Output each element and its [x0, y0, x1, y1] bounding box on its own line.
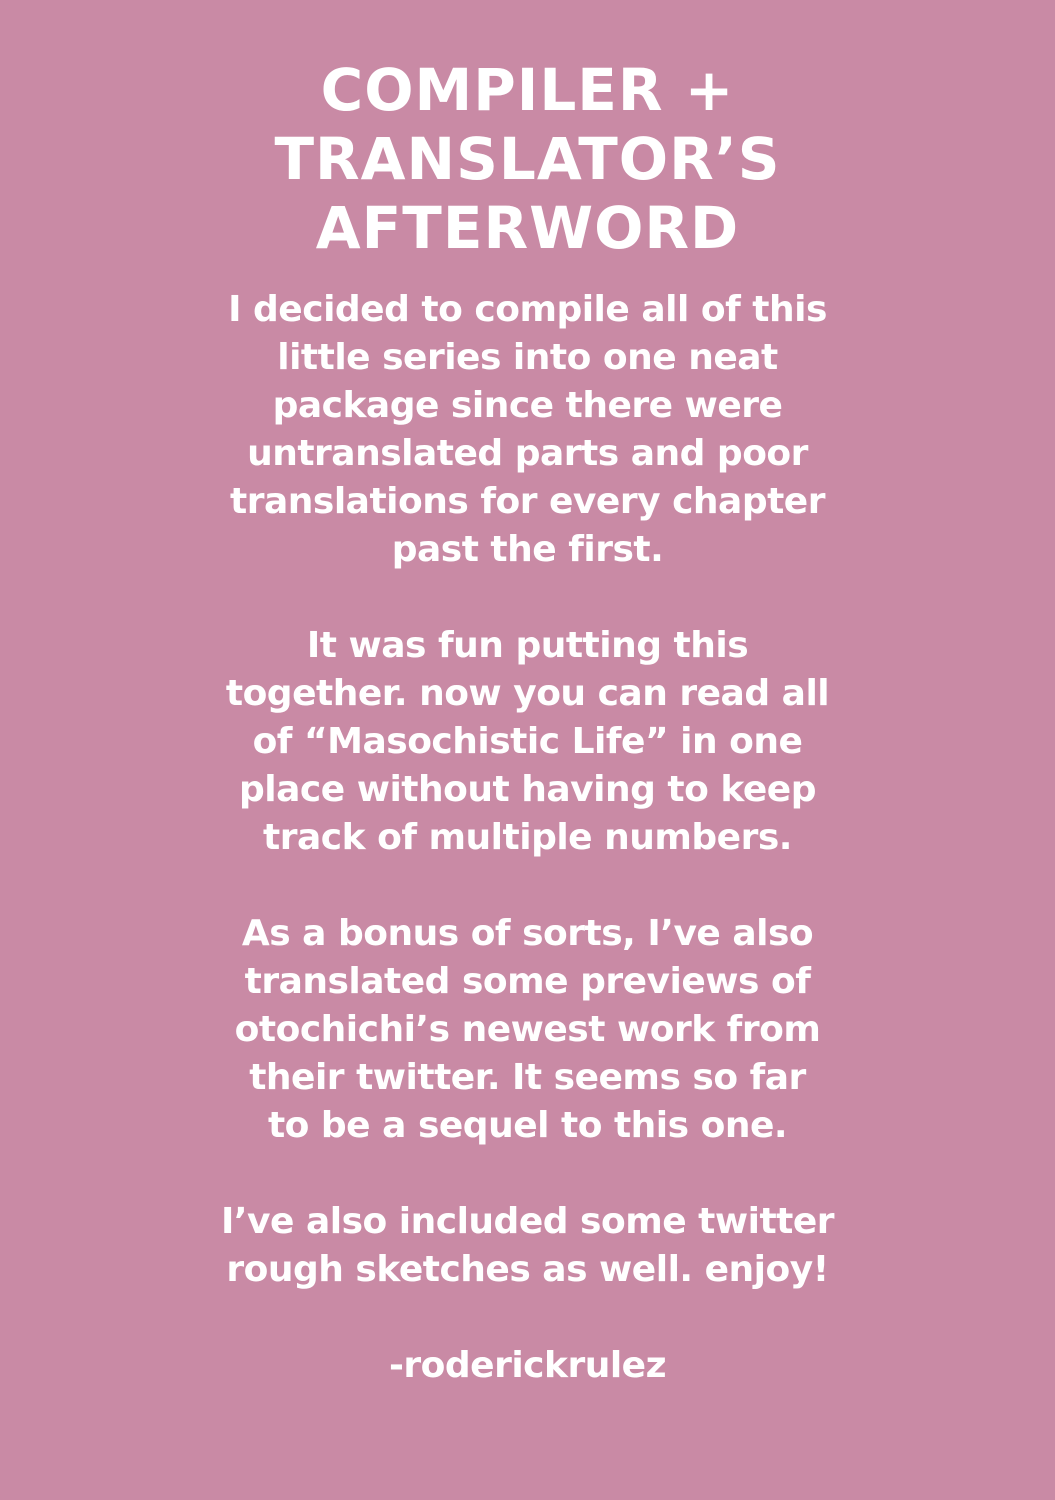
paragraph-fun [0, 622, 1055, 862]
paragraph-line: rough sketches as well. enjoy! [226, 1249, 829, 1290]
title-line: COMPILER + [320, 56, 735, 124]
paragraph-sketches [0, 1198, 1055, 1294]
paragraph-line: untranslated parts and poor [247, 433, 808, 474]
signature [0, 1342, 1055, 1390]
paragraph-line: little series into one neat [277, 337, 778, 378]
paragraph-bonus [0, 910, 1055, 1150]
paragraph-line: It was fun putting this [306, 625, 749, 666]
paragraph-line: I’ve also included some twitter [220, 1201, 835, 1242]
paragraph-line: I decided to compile all of this [228, 289, 827, 330]
paragraph-line: of “Masochistic Life” in one [252, 721, 803, 762]
paragraph-line: package since there were [272, 385, 783, 426]
paragraph-line: to be a sequel to this one. [267, 1105, 788, 1146]
afterword-title [0, 56, 1055, 263]
paragraph-line: translated some previews of [244, 961, 811, 1002]
paragraph-line: translations for every chapter [230, 481, 825, 522]
paragraph-compile-reason [0, 286, 1055, 574]
paragraph-line: place without having to keep [239, 769, 816, 810]
paragraph-line: As a bonus of sorts, I’ve also [241, 913, 814, 954]
title-line: AFTERWORD [315, 194, 740, 262]
title-line: TRANSLATOR’S [274, 125, 781, 193]
paragraph-line: track of multiple numbers. [263, 817, 792, 858]
paragraph-line: otochichi’s newest work from [234, 1009, 821, 1050]
paragraph-line: their twitter. It seems so far [249, 1057, 806, 1098]
paragraph-line: past the first. [391, 529, 664, 570]
signature-text: -roderickrulez [388, 1345, 667, 1386]
paragraph-line: together. now you can read all [225, 673, 830, 714]
